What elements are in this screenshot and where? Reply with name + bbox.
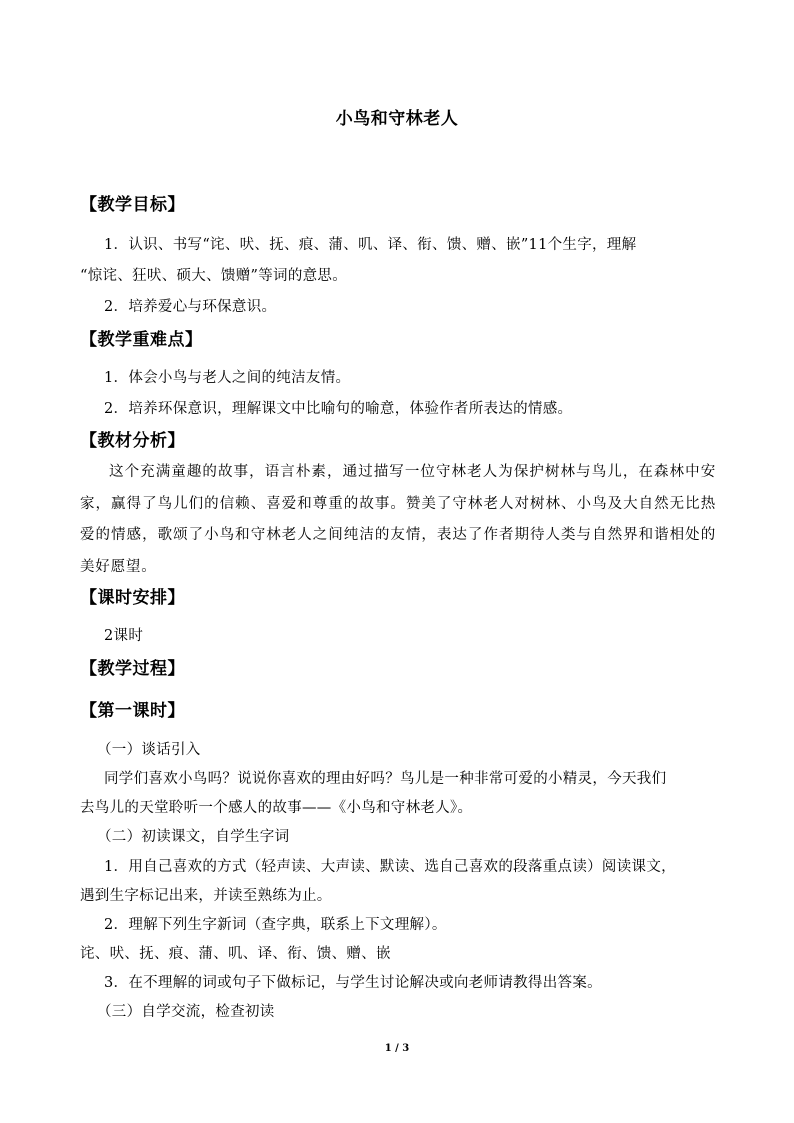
goals-item-1-cont: “惊诧、狂吠、硕大、馈赠”等词的意思。 xyxy=(80,268,348,284)
analysis-paragraph: 这个充满童趣的故事，语言朴素，通过描写一位守林老人为保护树林与鸟儿，在森林中安家，赢得了鸟儿们的信赖、喜爱和尊重的故事。赞美了守林老人对树林、小鸟及大自然无比热爱的情感，歌颂了小鸟和守林老人之间纯洁的友情，表达了作者期待人类与自然界和谐相处的美好愿望。 xyxy=(80,464,716,575)
lesson1-line-1: （一）谈话引入 xyxy=(97,742,201,758)
lesson1-line-4: （二）初读课文，自学生字词 xyxy=(97,829,290,845)
page-number: 1 / 3 xyxy=(384,1043,410,1054)
lesson1-line-8: 诧、吠、抚、痕、蒲、叽、译、衔、馈、赠、嵌 xyxy=(80,946,391,962)
section-heading-goals: 【教学目标】 xyxy=(80,195,185,215)
lesson1-line-10: （三）自学交流，检查初读 xyxy=(97,1004,275,1020)
goals-item-2: 2．培养爱心与环保意识。 xyxy=(104,299,277,315)
section-heading-schedule: 【课时安排】 xyxy=(80,588,185,608)
lesson1-line-6: 遇到生字标记出来，并读至熟练为止。 xyxy=(80,888,332,904)
lesson1-line-9: 3．在不理解的词或句子下做标记，与学生讨论解决或向老师请教得出答案。 xyxy=(104,975,602,991)
key-points-item-1: 1．体会小鸟与老人之间的纯洁友情。 xyxy=(104,370,351,386)
section-heading-lesson1: 【第一课时】 xyxy=(80,701,185,721)
key-points-item-2: 2．培养环保意识，理解课文中比喻句的喻意，体验作者所表达的情感。 xyxy=(104,401,573,417)
goals-item-1: 1．认识、书写“诧、吠、抚、痕、蒲、叽、译、衔、馈、赠、嵌”11个生字，理解 xyxy=(104,237,637,253)
section-heading-key-points: 【教学重难点】 xyxy=(80,330,203,350)
section-heading-process: 【教学过程】 xyxy=(80,659,185,679)
document-title: 小鸟和守林老人 xyxy=(335,109,459,129)
schedule-text: 2课时 xyxy=(104,628,144,644)
lesson1-line-7: 2．理解下列生字新词（查字典，联系上下文理解）。 xyxy=(104,917,447,933)
lesson1-line-2: 同学们喜欢小鸟吗？说说你喜欢的理由好吗？鸟儿是一种非常可爱的小精灵，今天我们 xyxy=(104,771,667,787)
lesson1-line-5: 1．用自己喜欢的方式（轻声读、大声读、默读、选自己喜欢的段落重点读）阅读课文， xyxy=(104,859,676,875)
section-heading-analysis: 【教材分析】 xyxy=(80,431,185,451)
lesson1-line-3: 去鸟儿的天堂聆听一个感人的故事——《小鸟和守林老人》。 xyxy=(80,800,473,816)
